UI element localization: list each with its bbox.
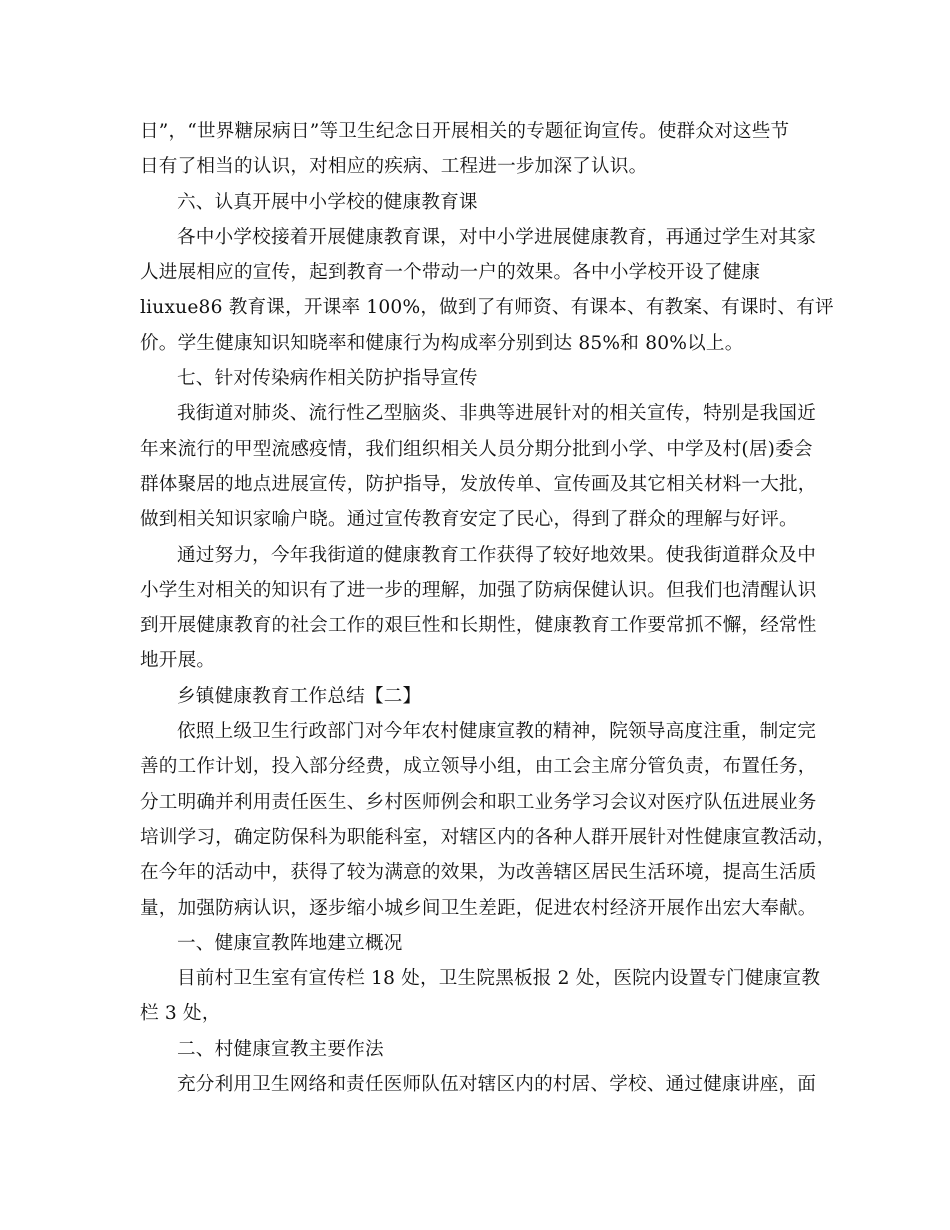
text-line: 量，加强防病认识，逐步缩小城乡间卫生差距，促进农村经济开展作出宏大奉献。: [140, 897, 817, 919]
section-heading: 七、针对传染病作相关防护指导宣传: [177, 368, 478, 390]
text-line: 到开展健康教育的社会工作的艰巨性和长期性，健康教育工作要常抓不懈，经常性: [140, 615, 817, 637]
text-line: 善的工作计划，投入部分经费，成立领导小组，由工会主席分管负责，布置任务，: [140, 756, 817, 778]
text-line: 充分利用卫生网络和责任医师队伍对辖区内的村居、学校、通过健康讲座，面: [177, 1074, 816, 1096]
document-body: [140, 114, 840, 1102]
text-line: 做到相关知识家喻户晓。通过宣传教育安定了民心，得到了群众的理解与好评。: [140, 509, 798, 531]
text-line: 各中小学校接着开展健康教育课，对中小学进展健康教育，再通过学生对其家: [177, 226, 816, 248]
document-subtitle: 乡镇健康教育工作总结【二】: [177, 685, 422, 707]
text-line: 目前村卫生室有宣传栏 18 处，卫生院黑板报 2 处，医院内设置专门健康宣教: [177, 968, 821, 990]
text-line: 日有了相当的认识，对相应的疾病、工程进一步加深了认识。: [140, 156, 648, 178]
text-line: 地开展。: [140, 650, 216, 672]
text-line: 日”，“世界糖尿病日”等卫生纪念日开展相关的专题征询宣传。使群众对这些节: [140, 121, 790, 142]
section-heading: 一、健康宣教阵地建立概况: [177, 932, 403, 954]
text-line: 分工明确并利用责任医生、乡村医师例会和职工业务学习会议对医疗队伍进展业务: [140, 791, 817, 813]
section-heading: 六、认真开展中小学校的健康教育课: [177, 191, 478, 213]
text-line: 群体聚居的地点进展宣传，防护指导，发放传单、宣传画及其它相关材料一大批，: [140, 473, 817, 495]
text-line: 我街道对肺炎、流行性乙型脑炎、非典等进展针对的相关宣传，特别是我国近: [177, 403, 816, 425]
text-line: 栏 3 处，: [140, 1003, 221, 1025]
text-line: liuxue86 教育课，开课率 100%，做到了有师资、有课本、有教案、有课时、有评: [140, 297, 834, 319]
text-line: 依照上级卫生行政部门对今年农村健康宣教的精神，院领导高度注重，制定完: [177, 721, 816, 743]
text-line: 通过努力，今年我街道的健康教育工作获得了较好地效果。使我街道群众及中: [177, 544, 816, 566]
text-line: 价。学生健康知识知晓率和健康行为构成率分别到达 85%和 80%以上。: [140, 332, 744, 354]
text-line: 年来流行的甲型流感疫情，我们组织相关人员分期分批到小学、中学及村(居)委会: [140, 438, 813, 460]
text-line: 人进展相应的宣传，起到教育一个带动一户的效果。各中小学校开设了健康: [140, 262, 761, 284]
section-heading: 二、村健康宣教主要作法: [177, 1038, 384, 1060]
text-line: 培训学习，确定防保科为职能科室，对辖区内的各种人群开展针对性健康宣教活动，: [140, 826, 836, 848]
text-line: 小学生对相关的知识有了进一步的理解，加强了防病保健认识。但我们也清醒认识: [140, 579, 817, 601]
text-line: 在今年的活动中，获得了较为满意的效果，为改善辖区居民生活环境，提高生活质: [140, 862, 817, 884]
